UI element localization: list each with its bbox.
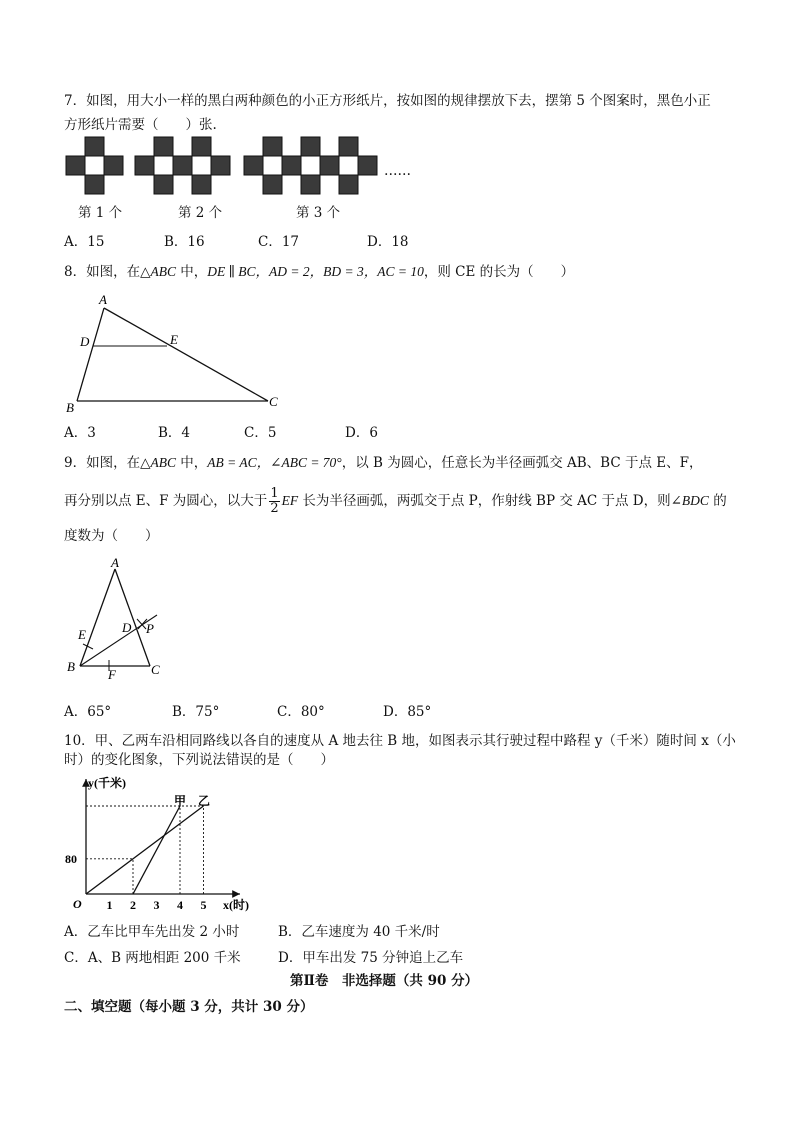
pattern-3-top-square — [263, 137, 282, 156]
q7-caption-2: 第 2 个 — [178, 205, 223, 221]
chart-x-tick-label: 1 — [106, 898, 113, 912]
q9-label-e: E — [78, 627, 86, 642]
q7-caption-3: 第 3 个 — [296, 205, 341, 221]
q8-option-d: D．6 — [345, 425, 378, 441]
pattern-3-bottom-square — [339, 175, 358, 194]
section-two-heading: 二、填空题（每小题 3 分，共计 30 分） — [64, 999, 314, 1015]
pattern-2-middle-square — [135, 156, 154, 175]
pattern-3-middle-square — [282, 156, 301, 175]
q7-ellipsis: …… — [384, 163, 411, 179]
q8-label-e: E — [170, 332, 178, 347]
q8-option-b: B．4 — [158, 425, 191, 441]
q10-stem-line2: 时）的变化图象，下列说法错误的是（ ） — [64, 752, 334, 768]
q9-stem-line2: 再分别以点 E、F 为圆心，以大于 $\frac{1}{2}$ EF 长为半径画弧，两弧交于点 P，作射线 BP 交 AC 于点 D，则∠BDC 的 — [64, 486, 727, 516]
pattern-3-middle-square — [320, 156, 339, 175]
q10-option-d: D．甲车出发 75 分钟追上乙车 — [278, 950, 464, 966]
q9-stem-line1: 9．如图，在△ABC 中，AB = AC，∠ABC = 70°，以 B 为圆心，任意长为半径画弧交 AB、BC 于点 E、F， — [64, 455, 703, 471]
pattern-1-middle-square — [104, 156, 123, 175]
chart-x-tick-label: 3 — [153, 898, 160, 912]
q9-option-c: C．80° — [277, 704, 325, 720]
pattern-2-middle-square — [173, 156, 192, 175]
q7-option-d: D．18 — [367, 234, 409, 250]
pattern-1-middle-square — [85, 156, 104, 175]
q8-label-c: C — [269, 394, 278, 409]
q8-triangle-figure — [60, 290, 300, 415]
q7-stem-line1: 7．如图，用大小一样的黑白两种颜色的小正方形纸片，按如图的规律摆放下去，摆第 5 个图案时，黑色小正 — [64, 93, 711, 109]
q7-caption-1: 第 1 个 — [78, 205, 123, 221]
pattern-2-middle-square — [211, 156, 230, 175]
pattern-3-bottom-square — [301, 175, 320, 194]
chart-x-tick-label: 5 — [200, 898, 207, 912]
q10-option-b: B．乙车速度为 40 千米/时 — [278, 924, 440, 940]
q7-patterns-figure — [60, 133, 420, 203]
q8-option-c: C．5 — [244, 425, 277, 441]
q7-option-b: B．16 — [164, 234, 205, 250]
chart-series-label-yi: 乙 — [198, 794, 211, 808]
q10-option-c: C．A、B 两地相距 200 千米 — [64, 950, 241, 966]
q9-option-d: D．85° — [383, 704, 432, 720]
chart-series-line-jia — [133, 806, 180, 894]
chart-x-tick-label: 4 — [177, 898, 183, 912]
q7-option-a: A．15 — [64, 234, 105, 250]
q9-option-b: B．75° — [172, 704, 220, 720]
q9-fraction: $\frac{1}{2}$ — [270, 486, 279, 516]
pattern-3-top-square — [301, 137, 320, 156]
pattern-3-middle-square — [358, 156, 377, 175]
pattern-2-bottom-square — [154, 175, 173, 194]
pattern-2-top-square — [154, 137, 173, 156]
pattern-1-top-square — [85, 137, 104, 156]
pattern-1-bottom-square — [85, 175, 104, 194]
q8-stem: 8．如图，在△ABC 中，DE ∥ BC，AD = 2，BD = 3，AC = 10，则 CE 的长为（ ） — [64, 264, 575, 280]
pattern-3-middle-square — [263, 156, 282, 175]
q8-option-a: A．3 — [64, 425, 96, 441]
pattern-2-bottom-square — [192, 175, 211, 194]
pattern-2-middle-square — [192, 156, 211, 175]
pattern-3-middle-square — [244, 156, 263, 175]
q10-option-a: A．乙车比甲车先出发 2 小时 — [64, 924, 240, 940]
chart-y-label: y(千米) — [88, 776, 126, 790]
q8-label-b: B — [66, 400, 74, 415]
q9-label-f: F — [108, 667, 116, 682]
q8-label-a: A — [99, 292, 107, 307]
q7-stem-line2: 方形纸片需要（ ）张. — [64, 117, 217, 133]
chart-y-tick-label: 80 — [65, 851, 77, 866]
chart-series-line-yi — [86, 806, 204, 894]
chart-x-label: x(时) — [223, 898, 249, 912]
q9-label-d: D — [122, 620, 132, 635]
q7-option-c: C．17 — [258, 234, 300, 250]
q9-stem-line3: 度数为（ ） — [64, 528, 159, 544]
q9-label-a: A — [111, 555, 119, 570]
chart-x-tick-label: 2 — [130, 898, 136, 912]
pattern-2-top-square — [192, 137, 211, 156]
q9-label-p: P — [146, 621, 154, 636]
pattern-1-middle-square — [66, 156, 85, 175]
pattern-3-top-square — [339, 137, 358, 156]
q10-stem-line1: 10．甲、乙两车沿相同路线以各自的速度从 A 地去往 B 地，如图表示其行驶过程中路程 y（千米）随时间 x（小 — [64, 733, 736, 749]
q9-triangle-figure — [60, 553, 190, 683]
q9-label-b: B — [67, 659, 75, 674]
pattern-3-bottom-square — [263, 175, 282, 194]
pattern-3-middle-square — [301, 156, 320, 175]
q9-label-c: C — [151, 662, 160, 677]
q10-distance-time-chart — [60, 773, 270, 915]
q8-label-d: D — [80, 334, 90, 349]
pattern-2-middle-square — [154, 156, 173, 175]
pattern-3-middle-square — [339, 156, 358, 175]
section-title: 第Ⅱ卷 非选择题（共 90 分） — [290, 973, 479, 989]
q9-option-a: A．65° — [64, 704, 112, 720]
chart-series-label-jia: 甲 — [174, 794, 187, 808]
chart-origin-label: O — [73, 897, 82, 911]
